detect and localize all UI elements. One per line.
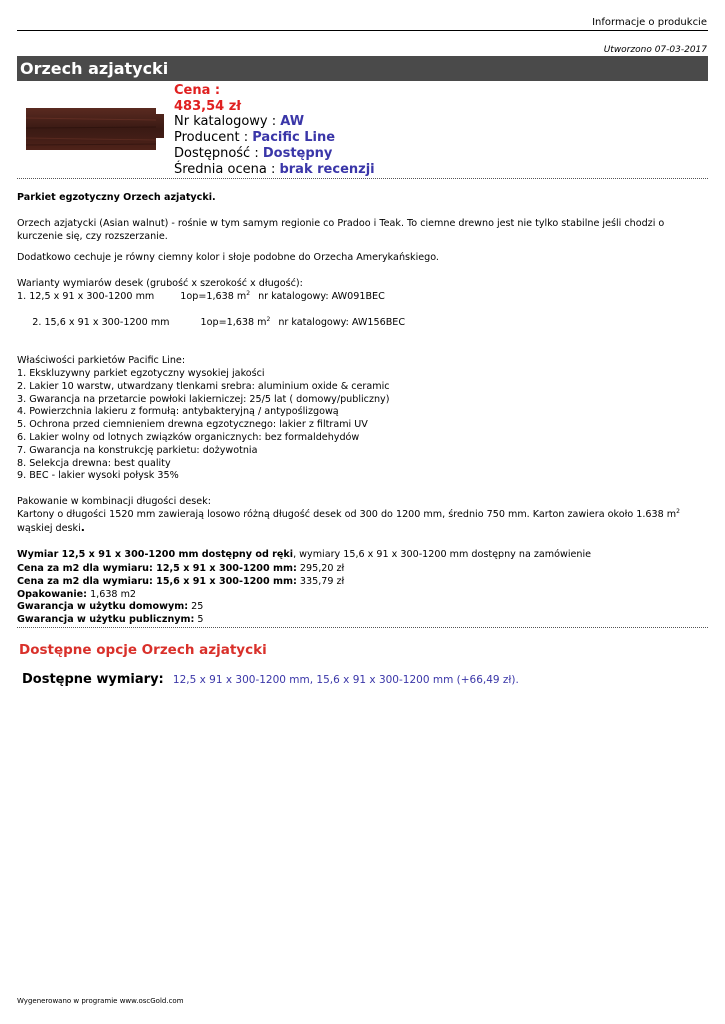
rating-label: Średnia ocena : [174,161,276,177]
producer-label: Producent : [174,130,249,146]
list-item: 4. Powierzchnia lakieru z formułą: antybakteryjną / antypoślizgową [17,406,339,418]
producer-value[interactable]: Pacific Line [252,130,336,146]
spec-row: Gwarancja w użytku publicznym: 5 [17,614,204,626]
dimensions-value[interactable]: 12,5 x 91 x 300-1200 mm, 15,6 x 91 x 300-1200 mm (+66,49 zł). [172,674,519,686]
description-heading: Parkiet egzotyczny Orzech azjatycki. [17,192,216,203]
price-label: Cena : [174,83,221,98]
catalog-row [174,114,375,130]
list-item: 1. Ekskluzywny parkiet egzotyczny wysokiej jakości [17,367,265,379]
properties-heading: Właściwości parkietów Pacific Line: [17,355,186,367]
list-item: 9. BEC - lakier wysoki połysk 35% [17,470,179,482]
list-item: 6. Lakier wolny od lotnych związków organicznych: bez formaldehydów [17,431,360,443]
header-divider [17,30,708,31]
rating-value[interactable]: brak recenzji [279,161,375,177]
availability-row [174,146,375,162]
packing-text: Kartony o długości 1520 mm zawierają losowo różną długość desek od 300 do 1200 mm, średnio 750 mm. Karton zawiera około 1.638 $m^2$ wąskiej deski. [17,507,680,534]
list-item: 5. Ochrona przed ciemnieniem drewna egzotycznego: lakier z filtrami UV [17,419,368,431]
rating-row [174,162,375,178]
catalog-value: AW [280,114,305,130]
product-title: Orzech azjatycki [17,56,708,81]
availability-note: Wymiar 12,5 x 91 x 300-1200 mm dostępny od ręki, wymiary 15,6 x 91 x 300-1200 mm dostępny na zamówienie [17,548,592,560]
created-date: Utworzono 07-03-2017 [603,45,707,55]
producer-row [174,130,375,146]
product-description [17,192,709,561]
variant-row: 2. 15,6 x 91 x 300-1200 mm 1op=1,638 $m^2$ nr katalogowy: AW156BEC [29,315,406,328]
description-intro: Orzech azjatycki (Asian walnut) - rośnie w tym samym regionie co Pradoo i Teak. To ciemne drewno jest nie tylko stabilne jeśli chodzi o kurczenie się, czy rozszerzanie. [17,217,665,242]
list-item: 8. Selekcja drewna: best quality [17,457,171,469]
header-label: Informacje o produkcie [592,17,707,28]
dimensions-label: Dostępne wymiary: [22,672,164,687]
variant-row: 1. 12,5 x 91 x 300-1200 mm 1op=1,638 $m^2$ nr katalogowy: AW091BEC [17,289,385,302]
spec-list [17,563,709,627]
price-value: 483,54 zł [174,98,242,114]
catalog-label: Nr katalogowy : [174,114,277,130]
product-info [174,83,375,177]
options-dimensions [22,672,519,687]
footer-text: Wygenerowano w programie www.oscGold.com [17,997,184,1005]
packing-heading: Pakowanie w kombinacji długości desek: [17,496,211,508]
spec-row: Cena za m2 dla wymiaru: 12,5 x 91 x 300-1200 mm: 295,20 zł [17,563,345,574]
spec-row: Opakowanie: 1,638 m2 [17,588,137,600]
product-image [26,108,164,150]
list-item: 3. Gwarancja na przetarcie powłoki lakierniczej: 25/5 lat ( domowy/publiczny) [17,393,390,405]
availability-label: Dostępność : [174,145,259,161]
list-item: 7. Gwarancja na konstrukcję parkietu: dożywotnia [17,444,258,456]
options-title: Dostępne opcje Orzech azjatycki [19,642,267,658]
description-extra: Dodatkowo cechuje je równy ciemny kolor i słoje podobne do Orzecha Amerykańskiego. [17,252,439,264]
divider [17,178,708,179]
spec-row: Gwarancja w użytku domowym: 25 [17,601,204,613]
list-item: 2. Lakier 10 warstw, utwardzany tlenkami srebra: aluminium oxide & ceramic [17,380,390,392]
availability-value: Dostępny [262,145,333,161]
divider [17,627,708,628]
spec-row: Cena za m2 dla wymiaru: 15,6 x 91 x 300-1200 mm: 335,79 zł [17,575,345,587]
variants-heading: Warianty wymiarów desek (grubość x szerokość x długość): [17,278,303,290]
